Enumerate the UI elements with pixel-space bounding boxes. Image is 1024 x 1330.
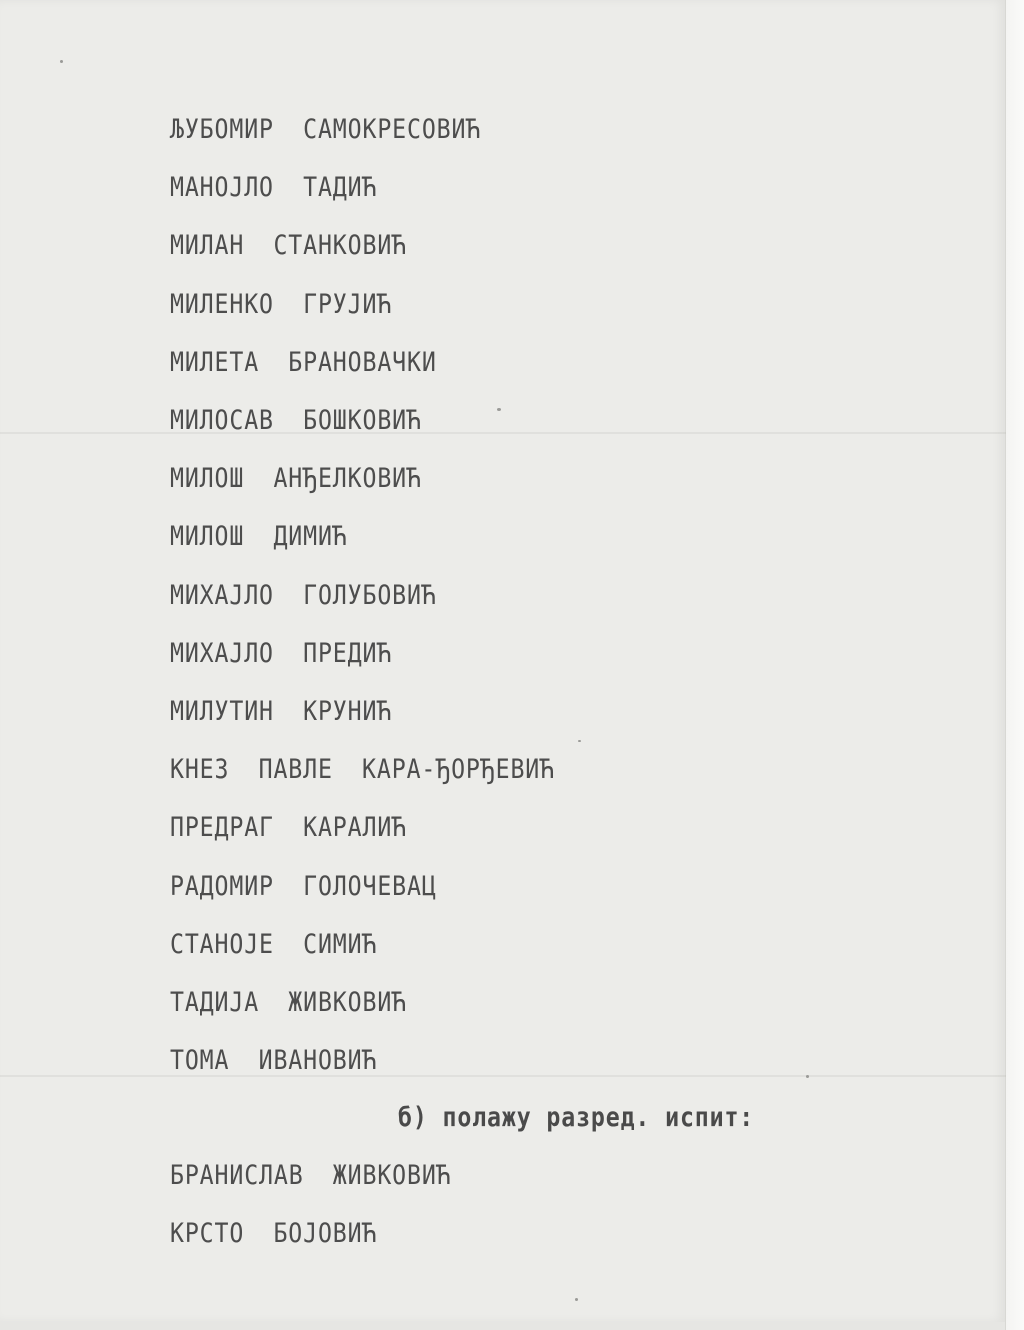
name-line <box>170 871 437 903</box>
paper-speck <box>497 408 501 411</box>
surname: ДИМИЋ <box>273 521 348 553</box>
given-name: МИЛАН <box>170 230 245 262</box>
name-line <box>170 289 392 321</box>
surname: КРУНИЋ <box>303 696 393 727</box>
page-edge <box>1005 0 1024 1330</box>
surname: ГОЛУБОВИЋ <box>303 579 437 611</box>
surname: ИВАНОВИЋ <box>258 1045 378 1077</box>
given-name: МИЛОСАВ <box>170 405 274 436</box>
surname: БОШКОВИЋ <box>303 405 422 436</box>
given-name: ТАДИЈА <box>170 987 260 1018</box>
name-line <box>170 812 407 844</box>
surname: ГОЛОЧЕВАЦ <box>303 870 437 902</box>
name-line <box>170 114 481 146</box>
name-line <box>170 230 407 262</box>
surname: БОЈОВИЋ <box>273 1218 378 1249</box>
surname: ГРУЈИЋ <box>303 288 393 320</box>
paper-fold <box>0 1075 1006 1077</box>
name-line <box>170 405 422 437</box>
name-line <box>170 1045 377 1077</box>
surname: ЖИВКОВИЋ <box>288 987 408 1018</box>
given-name: МИХАЈЛО <box>170 579 274 611</box>
name-line <box>170 347 437 379</box>
surname: БРАНОВАЧКИ <box>288 346 437 378</box>
name-line <box>170 696 392 728</box>
given-name: МИЛОШ <box>170 463 245 495</box>
section-b-heading: б) полажу разред. испит: <box>398 1102 755 1133</box>
name-line <box>170 580 437 612</box>
surname: АНЂЕЛКОВИЋ <box>273 463 422 495</box>
surname: ТАДИЋ <box>303 172 378 204</box>
surname: СИМИЋ <box>303 928 378 960</box>
given-name: МИЛОШ <box>170 521 245 553</box>
surname: ЖИВКОВИЋ <box>332 1160 452 1191</box>
name-line <box>170 463 422 495</box>
given-name: ТОМА <box>170 1045 230 1077</box>
surname: САМОКРЕСОВИЋ <box>303 114 482 145</box>
given-name: БРАНИСЛАВ <box>170 1160 304 1191</box>
given-name: МИЛУТИН <box>170 696 274 727</box>
given-name: МИЛЕТА <box>170 346 260 378</box>
name-line <box>170 929 377 961</box>
given-name: ЉУБОМИР <box>170 114 274 145</box>
given-name: РАДОМИР <box>170 870 274 902</box>
name-line <box>170 987 407 1019</box>
surname: КАРАЛИЋ <box>303 812 408 844</box>
paper-speck <box>575 1298 578 1301</box>
given-name: МАНОЈЛО <box>170 172 274 204</box>
given-name: МИХАЈЛО <box>170 637 274 669</box>
given-name: КНЕЗ <box>170 754 230 786</box>
given-name: МИЛЕНКО <box>170 288 274 320</box>
name-line <box>170 521 348 553</box>
name-line <box>170 172 377 204</box>
given-name: ПРЕДРАГ <box>170 812 274 844</box>
name-line <box>170 638 392 670</box>
paper-speck <box>60 60 63 63</box>
paper-fold <box>0 432 1006 434</box>
given-name: КРСТО <box>170 1218 245 1249</box>
surname: ПРЕДИЋ <box>303 637 393 669</box>
name-line <box>170 1218 377 1250</box>
paper-speck <box>806 1075 809 1078</box>
name-line <box>170 754 555 786</box>
paper-speck <box>578 740 581 742</box>
surname: СТАНКОВИЋ <box>273 230 408 262</box>
name-line <box>170 1160 452 1192</box>
surname: КАРА-ЂОРЂЕВИЋ <box>362 754 555 786</box>
given-name: ПАВЛЕ <box>258 754 333 786</box>
given-name: СТАНОЈЕ <box>170 928 274 960</box>
